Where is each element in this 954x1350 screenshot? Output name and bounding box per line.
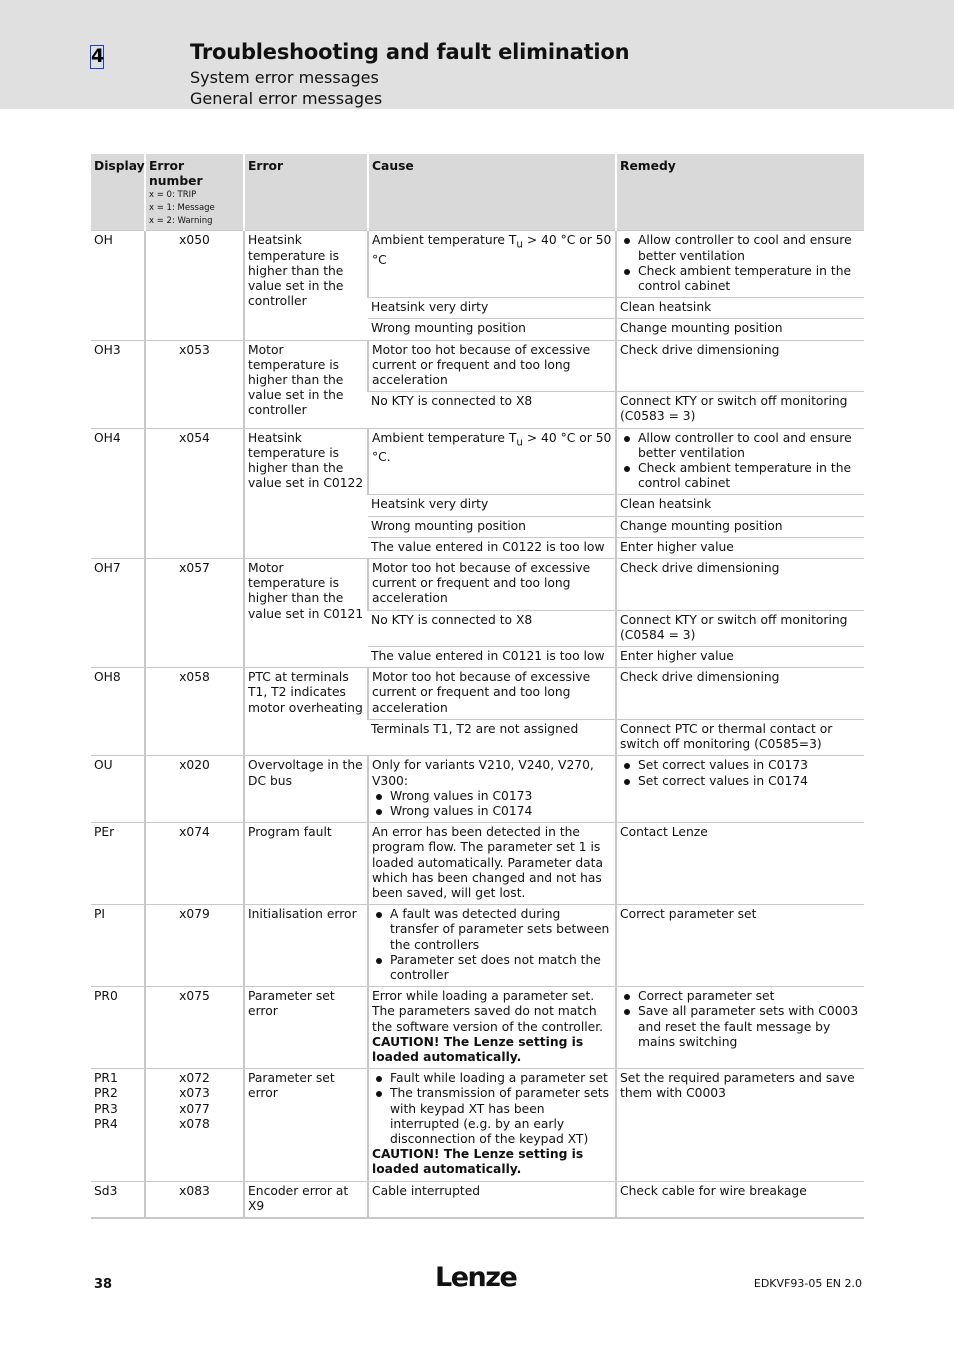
display-code: OH4 (94, 430, 121, 445)
error-number-cell (145, 823, 244, 905)
error-number-cell (145, 1069, 244, 1181)
bullet-item: The transmission of parameter sets with keypad XT has been interrupted (e.g. by an early disconnection of the keypad XT) (372, 1086, 612, 1147)
cause-text: Motor too hot because of excessive current or frequent and too long acceleration (372, 561, 591, 606)
cause-text: Motor too hot because of excessive current or frequent and too long acceleration (372, 670, 591, 715)
error-number: x053 (179, 342, 210, 357)
remedy-cell (616, 428, 864, 495)
table-row (91, 1181, 864, 1218)
bullet-item: Wrong values in C0173 (372, 789, 612, 804)
table-row (91, 428, 864, 495)
cause-caution: CAUTION! The Lenze setting is loaded automatically. (372, 1034, 584, 1064)
remedy-text: Clean heatsink (620, 497, 712, 512)
display-code: OH3 (94, 342, 121, 357)
cause-cell (368, 1181, 616, 1218)
error-description-cell (244, 559, 368, 668)
cause-text: Wrong mounting position (371, 321, 526, 336)
bullet-item: Wrong values in C0174 (372, 804, 612, 819)
error-description-cell (244, 823, 368, 905)
error-number: x054 (179, 430, 210, 445)
col-header-cause: Cause (368, 154, 616, 231)
error-description-cell (244, 231, 368, 340)
remedy-text: Enter higher value (620, 539, 734, 554)
remedy-text: Change mounting position (620, 518, 783, 533)
cause-bullets (372, 789, 612, 819)
error-description: Heatsink temperature is higher than the value set in C0122 (248, 430, 364, 491)
col-header-error-number-label: Error number (149, 159, 203, 189)
remedy-cell (616, 647, 864, 668)
display-code-cell (91, 340, 145, 428)
table-row (91, 340, 864, 392)
display-code: PR4 (94, 1116, 118, 1131)
error-number: x073 (179, 1086, 210, 1101)
error-number: x057 (179, 561, 210, 576)
display-code-cell (91, 1069, 145, 1181)
number-note-trip: x = 0: TRIP (149, 190, 197, 201)
document-code: EDKVF93-05 EN 2.0 (753, 1277, 862, 1290)
cause-bullets (372, 1071, 612, 1147)
display-code: PR2 (94, 1086, 118, 1101)
table-header-row (91, 154, 864, 231)
remedy-text: Check drive dimensioning (620, 342, 780, 357)
cause-text: Error while loading a parameter set. The parameters saved do not match the software version of the controller. (372, 989, 604, 1034)
display-code: OH7 (94, 561, 121, 576)
display-code-cell (91, 231, 145, 340)
cause-cell (368, 537, 616, 558)
error-number: x058 (179, 670, 210, 685)
bullet-item: Check ambient temperature in the control cabinet (620, 461, 861, 491)
remedy-cell (616, 495, 864, 516)
remedy-text: Connect KTY or switch off monitoring (C0584 = 3) (620, 612, 848, 642)
page-subtitle-1: System error messages (190, 68, 379, 87)
page-subtitle-2: General error messages (190, 89, 383, 108)
display-code-cell (91, 668, 145, 756)
error-number: x072 (179, 1071, 210, 1086)
error-description: Overvoltage in the DC bus (248, 758, 363, 788)
remedy-text: Contact Lenze (620, 825, 708, 840)
cause-cell (368, 987, 616, 1069)
lenze-logo: Lenze (435, 1262, 517, 1293)
cause-cell (368, 647, 616, 668)
remedy-cell (616, 719, 864, 755)
cause-text: Heatsink very dirty (371, 300, 489, 315)
cause-cell (368, 610, 616, 646)
error-description: Motor temperature is higher than the value set in the controller (248, 342, 344, 418)
display-code: OH (94, 233, 113, 248)
cause-cell (368, 495, 616, 516)
bullet-item: Save all parameter sets with C0003 and reset the fault message by mains switching (620, 1004, 861, 1050)
error-description: Heatsink temperature is higher than the value set in the controller (248, 233, 344, 309)
error-number-cell (145, 428, 244, 558)
table-row (91, 1069, 864, 1181)
col-header-remedy: Remedy (616, 154, 864, 231)
bullet-item: Correct parameter set (620, 989, 861, 1004)
error-table (91, 154, 864, 1219)
number-note-warning: x = 2: Warning (149, 216, 213, 227)
error-description-cell (244, 756, 368, 823)
display-code: PEr (94, 825, 115, 840)
error-description: PTC at terminals T1, T2 indicates motor overheating (248, 670, 363, 715)
chapter-number: 4 (91, 45, 105, 67)
col-header-display: Display (91, 154, 145, 231)
cause-text: An error has been detected in the program flow. The parameter set 1 is loaded automatically. Parameter data which has been changed and not has been saved, will get lost. (372, 825, 604, 900)
bullet-item: Set correct values in C0173 (620, 758, 861, 773)
bullet-item: Set correct values in C0174 (620, 774, 861, 789)
remedy-cell (616, 516, 864, 537)
remedy-text: Correct parameter set (620, 907, 757, 922)
cause-text: Ambient temperature $T_u > 40$ °C or 50 °C. (372, 430, 612, 465)
error-description-cell (244, 668, 368, 756)
cause-text: No KTY is connected to X8 (371, 612, 533, 627)
display-code-cell (91, 823, 145, 905)
remedy-text: Connect KTY or switch off monitoring (C0583 = 3) (620, 394, 848, 424)
table-row (91, 905, 864, 987)
remedy-bullets (620, 989, 861, 1050)
cause-cell (368, 231, 616, 298)
col-header-error-number (145, 154, 244, 231)
error-number-cell (145, 756, 244, 823)
remedy-cell (616, 756, 864, 823)
remedy-cell (616, 987, 864, 1069)
cause-cell (368, 668, 616, 720)
remedy-cell (616, 905, 864, 987)
error-number-cell (145, 1181, 244, 1218)
cause-text: Wrong mounting position (371, 518, 526, 533)
display-code: PI (94, 907, 106, 922)
error-description-cell (244, 905, 368, 987)
display-code: Sd3 (94, 1183, 118, 1198)
display-code: OH8 (94, 670, 121, 685)
remedy-bullets (620, 431, 861, 492)
error-number-cell (145, 668, 244, 756)
table-row (91, 559, 864, 611)
cause-text: The value entered in C0122 is too low (371, 539, 605, 554)
cause-cell (368, 559, 616, 611)
error-number: x075 (179, 989, 210, 1004)
cause-text: Motor too hot because of excessive current or frequent and too long acceleration (372, 342, 591, 388)
bullet-item: A fault was detected during transfer of parameter sets between the controllers (372, 907, 612, 953)
display-code-cell (91, 756, 145, 823)
cause-text: Cable interrupted (372, 1183, 481, 1198)
cause-cell (368, 516, 616, 537)
remedy-cell (616, 1181, 864, 1218)
display-code: PR3 (94, 1101, 118, 1116)
bullet-item: Check ambient temperature in the control cabinet (620, 264, 861, 294)
remedy-cell (616, 392, 864, 428)
error-number: x079 (179, 907, 210, 922)
cause-cell (368, 340, 616, 392)
error-description-cell (244, 987, 368, 1069)
table-row (91, 668, 864, 720)
error-number-cell (145, 987, 244, 1069)
error-description: Program fault (248, 825, 332, 840)
cause-cell (368, 392, 616, 428)
remedy-cell (616, 1069, 864, 1181)
error-description: Motor temperature is higher than the value set in C0121 (248, 561, 364, 621)
remedy-cell (616, 298, 864, 319)
error-description: Parameter set error (248, 1071, 335, 1101)
table-row (91, 823, 864, 905)
page-number: 38 (94, 1277, 113, 1292)
error-description: Encoder error at X9 (248, 1183, 349, 1213)
error-description: Initialisation error (248, 907, 357, 922)
error-number: x020 (179, 758, 210, 773)
remedy-bullets (620, 758, 861, 788)
cause-text: Heatsink very dirty (371, 497, 489, 512)
bullet-item: Allow controller to cool and ensure better ventilation (620, 431, 861, 461)
error-number: x077 (179, 1101, 210, 1116)
cause-cell (368, 905, 616, 987)
cause-cell (368, 719, 616, 755)
cause-cell (368, 823, 616, 905)
table-row (91, 987, 864, 1069)
remedy-text: Connect PTC or thermal contact or switch off monitoring (C0585=3) (620, 721, 833, 752)
bullet-item: Fault while loading a parameter set (372, 1071, 612, 1086)
display-code-cell (91, 428, 145, 558)
cause-cell (368, 1069, 616, 1181)
remedy-text: Check cable for wire breakage (620, 1183, 807, 1198)
cause-text: Ambient temperature $T_u > 40$ °C or 50 °C (372, 233, 612, 268)
error-number: x078 (179, 1116, 210, 1131)
display-code: PR1 (94, 1071, 118, 1086)
error-description-cell (244, 1181, 368, 1218)
remedy-cell (616, 668, 864, 720)
remedy-text: Clean heatsink (620, 300, 712, 315)
remedy-cell (616, 610, 864, 646)
display-code-cell (91, 559, 145, 668)
cause-text: No KTY is connected to X8 (371, 394, 533, 409)
cause-cell (368, 756, 616, 823)
error-number-cell (145, 340, 244, 428)
remedy-text: Check drive dimensioning (620, 561, 780, 576)
number-note-message: x = 1: Message (149, 203, 215, 214)
error-number-cell (145, 559, 244, 668)
remedy-text: Set the required parameters and save them with C0003 (620, 1071, 855, 1101)
bullet-item: Allow controller to cool and ensure better ventilation (620, 233, 861, 263)
cause-cell (368, 428, 616, 495)
display-code: PR0 (94, 989, 118, 1004)
remedy-text: Enter higher value (620, 649, 734, 664)
cause-text: The value entered in C0121 is too low (371, 649, 605, 664)
error-description-cell (244, 1069, 368, 1181)
error-number-cell (145, 905, 244, 987)
remedy-cell (616, 340, 864, 392)
col-header-error: Error (244, 154, 368, 231)
error-description: Parameter set error (248, 989, 335, 1019)
cause-cell (368, 298, 616, 319)
display-code: OU (94, 758, 113, 773)
display-code-cell (91, 1181, 145, 1218)
error-description-cell (244, 428, 368, 558)
cause-text: Only for variants V210, V240, V270, V300: (372, 758, 594, 788)
display-code-cell (91, 987, 145, 1069)
error-description-cell (244, 340, 368, 428)
cause-bullets (372, 907, 612, 983)
error-number: x050 (179, 233, 210, 248)
remedy-text: Check drive dimensioning (620, 670, 780, 685)
table-row (91, 231, 864, 298)
cause-cell (368, 319, 616, 340)
table-row (91, 756, 864, 823)
page-title: Troubleshooting and fault elimination (190, 40, 630, 64)
remedy-cell (616, 231, 864, 298)
remedy-cell (616, 319, 864, 340)
remedy-cell (616, 559, 864, 611)
remedy-cell (616, 823, 864, 905)
display-code-cell (91, 905, 145, 987)
table-body (91, 231, 864, 1218)
error-number: x074 (179, 825, 210, 840)
error-number-cell (145, 231, 244, 340)
cause-caution: CAUTION! The Lenze setting is loaded automatically. (372, 1147, 584, 1177)
remedy-cell (616, 537, 864, 558)
error-number: x083 (179, 1183, 210, 1198)
cause-text: Terminals T1, T2 are not assigned (371, 721, 579, 736)
remedy-text: Change mounting position (620, 321, 783, 336)
bullet-item: Parameter set does not match the controller (372, 953, 612, 983)
remedy-bullets (620, 233, 861, 294)
